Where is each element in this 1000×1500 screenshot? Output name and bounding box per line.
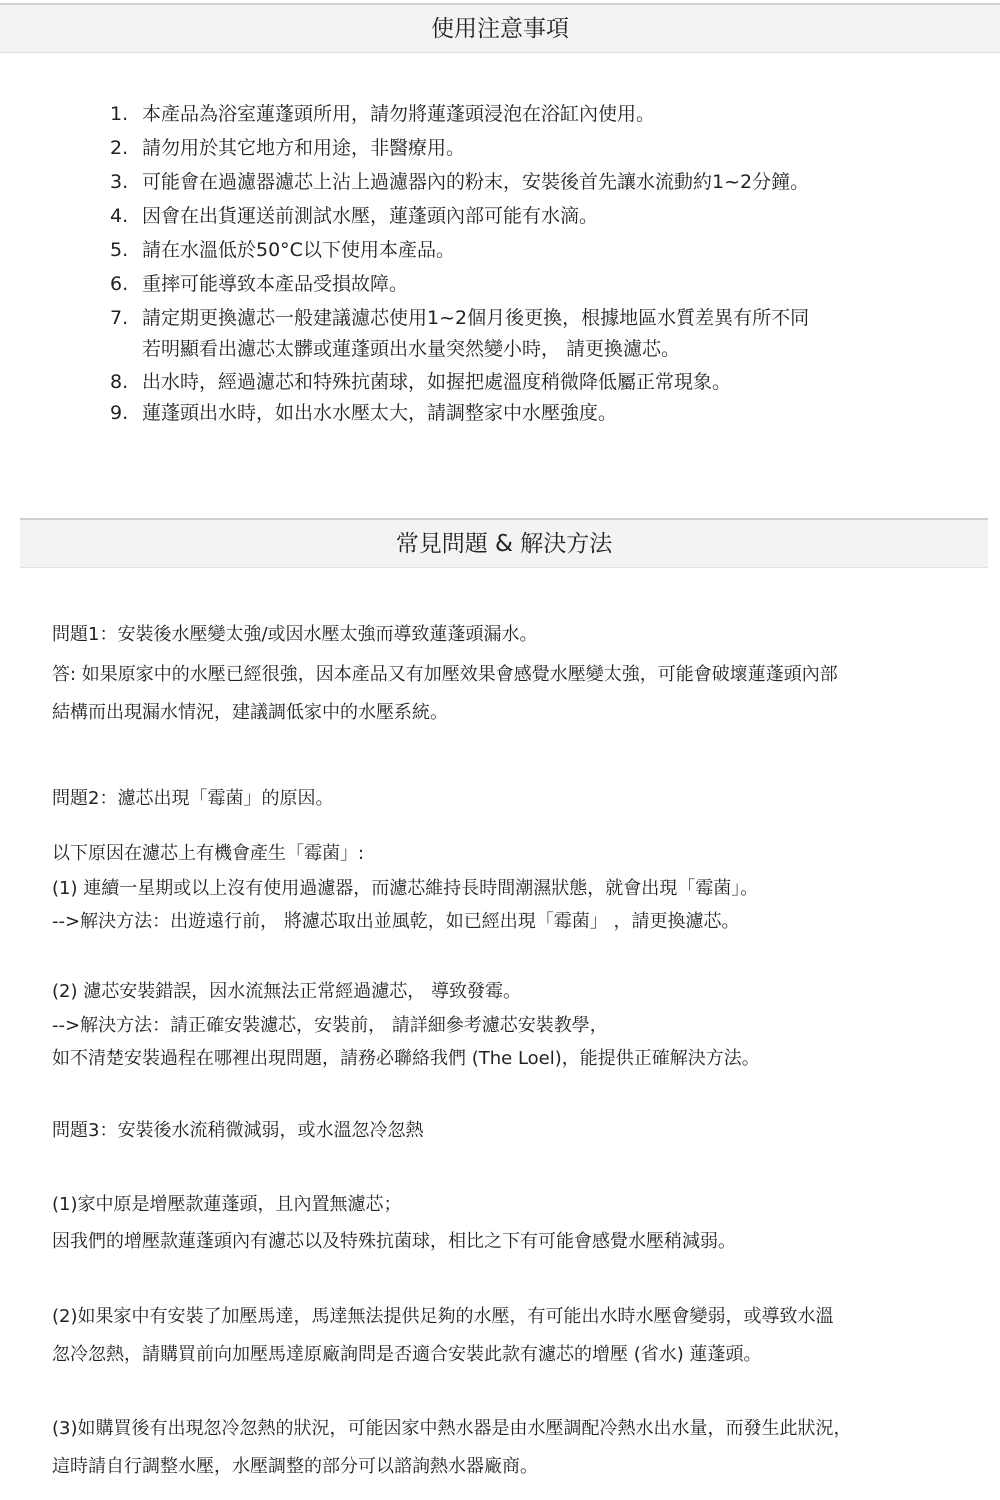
faq-answer-line: 答: 如果原家中的水壓已經很強，因本產品又有加壓效果會感覺水壓變太強，可能會破壞蓮蓬頭內部 [52,664,838,685]
faq-answer-line: (3)如購買後有出現忽冷忽熱的狀況，可能因家中熱水器是由水壓調配冷熱水出水量，而發生此狀況， [52,1418,852,1439]
notice-item-text: 重摔可能導致本產品受損故障。 [142,273,409,295]
notice-item-number: 3. [110,171,129,193]
notice-item-number: 9. [110,402,129,424]
faq-answer-line: (2) 濾芯安裝錯誤，因水流無法正常經過濾芯， 導致發霉。 [52,981,521,1002]
faq-answer-line: 如不清楚安裝過程在哪裡出現問題，請務必聯絡我們 (The Loel)，能提供正確解決方法。 [52,1048,760,1069]
faq-answer-line: 以下原因在濾芯上有機會產生「霉菌」: [52,843,365,864]
notice-item-text: 若明顯看出濾芯太髒或蓮蓬頭出水量突然變小時， 請更換濾芯。 [142,338,681,360]
notice-item-number: 1. [110,103,129,125]
notice-item-text: 蓮蓬頭出水時，如出水水壓太大，請調整家中水壓強度。 [142,402,618,424]
faq-answer-line: 這時請自行調整水壓，水壓調整的部分可以諮詢熱水器廠商。 [52,1456,538,1477]
faq-question-3: 問題3：安裝後水流稍微減弱，或水溫忽冷忽熱 [52,1120,424,1141]
notice-item-number: 8. [110,371,129,393]
faq-answer-line: (2)如果家中有安裝了加壓馬達，馬達無法提供足夠的水壓，有可能出水時水壓會變弱，或導致水溫 [52,1306,834,1327]
notice-item-text: 請定期更換濾芯一般建議濾芯使用1~2個月後更換，根據地區水質差異有所不同 [142,307,810,329]
faq-question-1: 問題1：安裝後水壓變太強/或因水壓太強而導致蓮蓬頭漏水。 [52,624,538,645]
notice-item-number: 7. [110,307,129,329]
notice-item-number: 4. [110,205,129,227]
faq-answer-line: 因我們的增壓款蓮蓬頭內有濾芯以及特殊抗菌球，相比之下有可能會感覺水壓稍減弱。 [52,1231,736,1252]
notice-item-text: 請勿用於其它地方和用途，非醫療用。 [142,137,466,159]
notice-item-text: 出水時，經過濾芯和特殊抗菌球，如握把處溫度稍微降低屬正常現象。 [142,371,732,393]
faq-solution-line: -->解決方法：出遊遠行前， 將濾芯取出並風乾，如已經出現「霉菌」 ，請更換濾芯。 [52,911,740,932]
faq-answer-line: (1) 連續一星期或以上沒有使用過濾器，而濾芯維持長時間潮濕狀態，就會出現「霉菌」。 [52,878,759,899]
notice-item-text: 可能會在過濾器濾芯上沾上過濾器內的粉末，安裝後首先讓水流動約1~2分鐘。 [142,171,810,193]
notice-section-header [0,3,1000,53]
faq-answer-line: (1)家中原是增壓款蓮蓬頭，且內置無濾芯； [52,1194,402,1215]
faq-section-header [20,518,988,568]
faq-answer-line: 結構而出現漏水情況，建議調低家中的水壓系統。 [52,702,448,723]
notice-item-number: 2. [110,137,129,159]
notice-item-text: 因會在出貨運送前測試水壓，蓮蓬頭內部可能有水滴。 [142,205,599,227]
faq-solution-line: -->解決方法：請正確安裝濾芯，安裝前， 請詳細參考濾芯安裝教學， [52,1015,608,1036]
faq-answer-line: 忽冷忽熱，請購買前向加壓馬達原廠詢問是否適合安裝此款有濾芯的增壓 (省水) 蓮蓬頭。 [52,1344,762,1365]
notice-item-text: 請在水溫低於50°C以下使用本產品。 [142,239,455,261]
faq-section-title: 常見問題 & 解決方法 [395,531,613,557]
notice-item-text: 本產品為浴室蓮蓬頭所用，請勿將蓮蓬頭浸泡在浴缸內使用。 [142,103,656,125]
faq-question-2: 問題2：濾芯出現「霉菌」的原因。 [52,788,334,809]
notice-item-number: 5. [110,239,129,261]
notice-item-number: 6. [110,273,129,295]
notice-section-title: 使用注意事項 [431,16,569,42]
